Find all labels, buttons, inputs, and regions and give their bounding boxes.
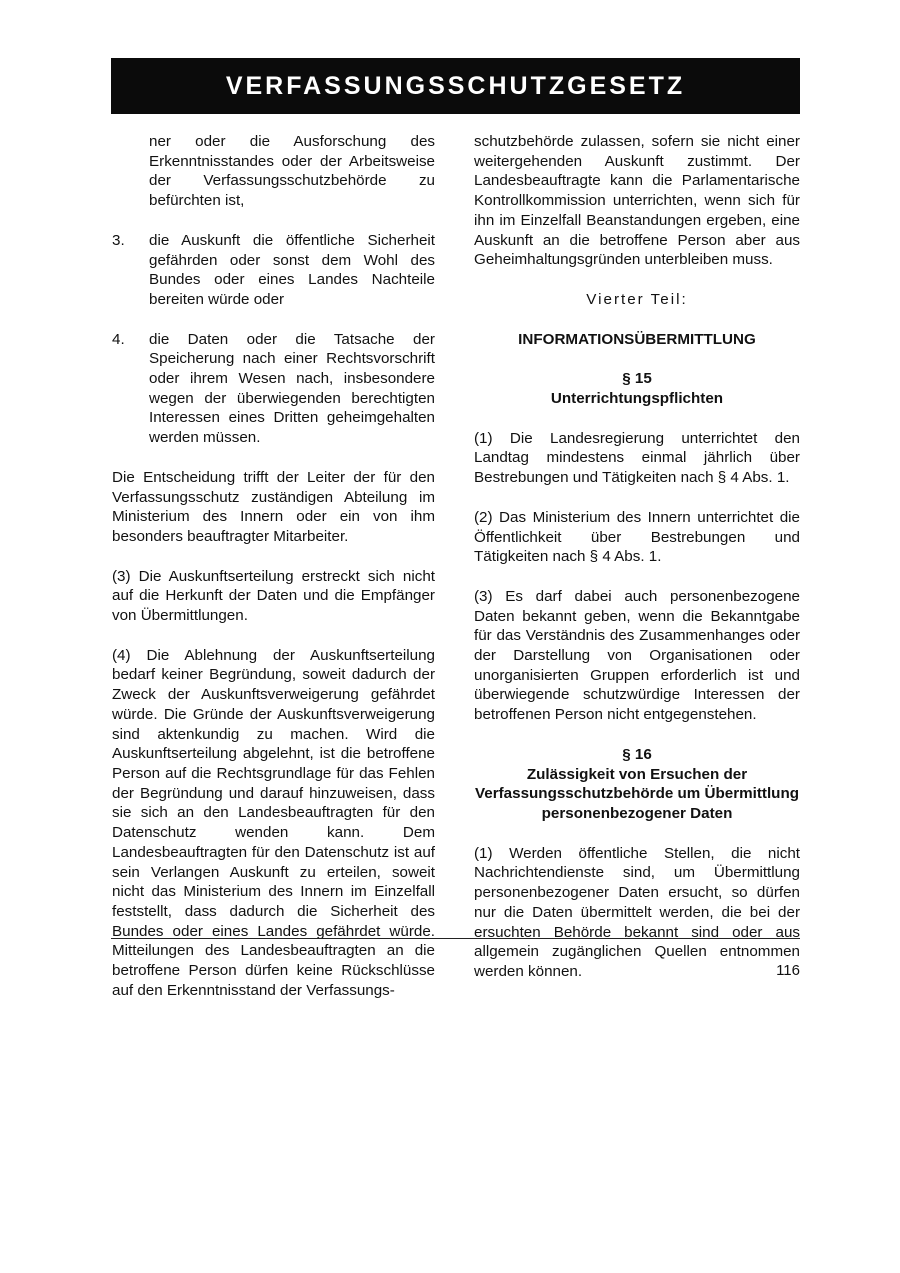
left-column: [112, 132, 435, 1000]
paragraph-3: (3) Die Auskunftserteilung erstreckt sich nicht auf die Herkunft der Daten und die Empfänger von Übermittlungen.: [112, 567, 435, 625]
section-15-paragraph-2: (2) Das Ministerium des Innern unterrichtet die Öffentlichkeit über Bestrebungen und Tätigkeiten nach § 4 Abs. 1.: [474, 508, 800, 566]
list-item-number: 3.: [112, 231, 125, 249]
list-item-text: die Auskunft die öffentliche Sicherheit gefährden oder sonst dem Wohl des Bundes oder eines Landes Nachteile bereiten würde oder: [149, 231, 435, 308]
part-label: Vierter Teil:: [586, 290, 688, 308]
footer-divider: [111, 938, 800, 939]
list-item: [112, 330, 435, 448]
section-15-number: § 15: [622, 370, 652, 388]
paragraph-4: (4) Die Ablehnung der Auskunftserteilung bedarf keiner Begründung, soweit dadurch der Zweck der Auskunftsverweigerung gefährdet würde. Die Gründe der Auskunftsverweigerung sind aktenkundig zu machen. Wird die Auskunftserteilung abgelehnt, ist die betroffene Person auf die Rechtsgrundlage für das Fehlen der Begründung und darauf hinzuweisen, dass sie sich an den Landesbeauftragten für den Datenschutz wenden kann. Dem Landesbeauftragten für den Datenschutz ist auf sein Verlangen Auskunft zu erteilen, soweit nicht das Ministerium des Innern im Einzelfall feststellt, dass dadurch die Sicherheit des Bundes oder eines Landes gefährdet würde. Mitteilungen des Landesbeauftragten an die betroffene Person dürfen keine Rückschlüsse auf den Erkenntnisstand der Verfassungs-: [112, 646, 435, 999]
list-item: [112, 231, 435, 310]
header-bar: [111, 58, 800, 114]
section-15-paragraph-3: (3) Es darf dabei auch personenbezogene Daten bekannt geben, wenn die Bekanntgabe für das Verständnis des Zusammenhanges oder der Darstellung von Organisationen oder unorganisierten Gruppen erforderlich ist und überwiegende schutzwürdige Interessen der betroffenen Person nicht entgegenstehen.: [474, 587, 800, 724]
section-16-paragraph-1: (1) Werden öffentliche Stellen, die nicht Nachrichtendienste sind, um Übermittlung personenbezogener Daten ersucht, so dürfen nur die Daten übermittelt werden, die bei der ersuchten Behörde bekannt sind oder aus allgemein zugänglichen Quellen entnommen werden können.: [474, 844, 800, 980]
section-16-number: § 16: [622, 745, 652, 763]
part-title: INFORMATIONSÜBERMITTLUNG: [518, 330, 756, 348]
list-item-text: die Daten oder die Tatsache der Speicherung nach einer Rechtsvorschrift oder ihrem Wesen nach, insbesondere wegen der überwiegenden berechtigten Interessen eines Dritten geheimgehalten werden müssen.: [149, 330, 435, 447]
list-item-number: 4.: [112, 330, 125, 348]
page-number: 116: [776, 962, 800, 979]
section-15-paragraph-1: (1) Die Landesregierung unterrichtet den Landtag mindestens einmal jährlich über Bestrebungen und Tätigkeiten nach § 4 Abs. 1.: [474, 429, 800, 487]
section-16-title: Zulässigkeit von Ersuchen der Verfassungsschutzbehörde um Übermittlung personenbezogener Daten: [474, 765, 800, 822]
page-header-title: VERFASSUNGSSCHUTZGESETZ: [225, 71, 686, 100]
right-column: [474, 132, 800, 982]
section-15-title: Unterrichtungspflichten: [550, 390, 724, 408]
continuation-text: ner oder die Ausforschung des Erkenntnisstandes oder der Arbeitsweise der Verfassungsschutzbehörde zu befürchten ist,: [149, 133, 435, 210]
decision-paragraph: Die Entscheidung trifft der Leiter der für den Verfassungsschutz zuständigen Abteilung im Ministerium des Innern oder ein von ihm besonders beauftragter Mitarbeiter.: [112, 468, 435, 545]
continuation-text: schutzbehörde zulassen, sofern sie nicht einer weitergehenden Auskunft zustimmt. Der Landesbeauftragte kann die Parlamentarische Kontrollkommission unterrichten, wenn sich für ihn im Einzelfall Beanstandungen ergeben, eine Auskunft an die betroffene Person aber aus Geheimhaltungsgründen unterbleiben muss.: [474, 133, 800, 269]
